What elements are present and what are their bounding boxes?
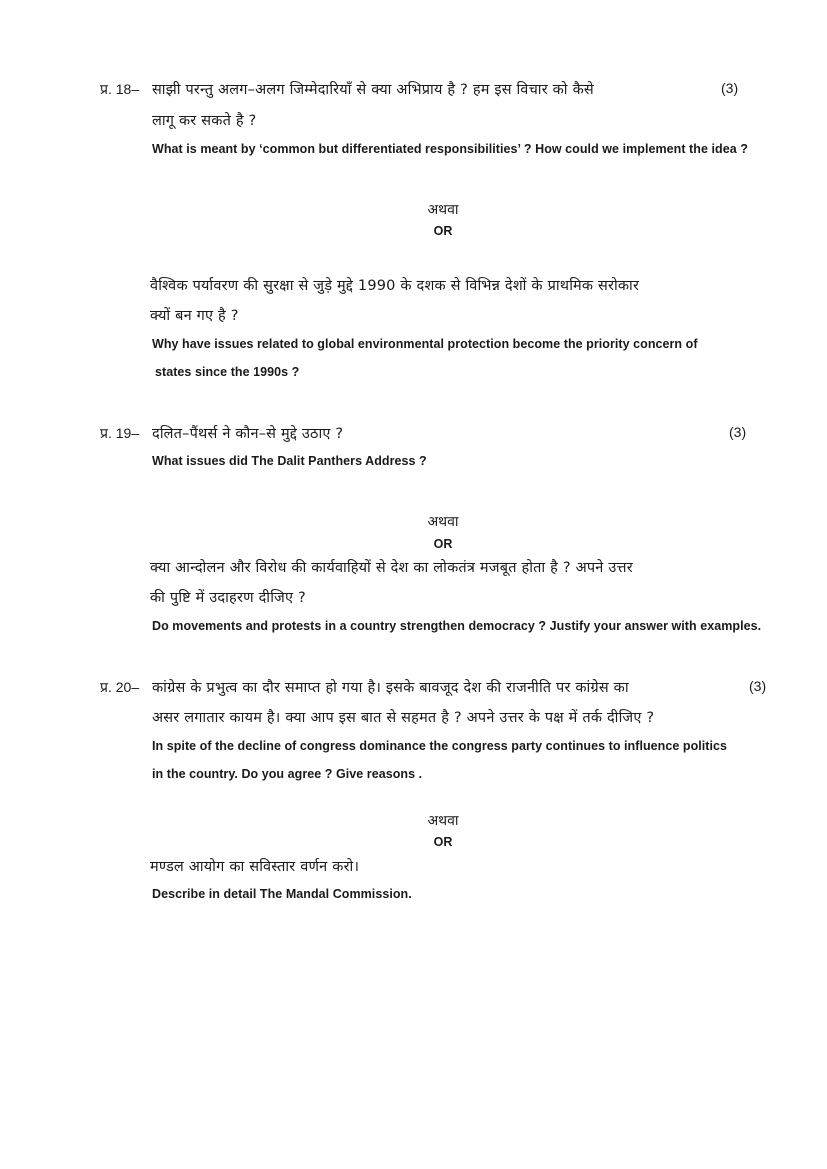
or-label-hindi: अथवा	[427, 514, 459, 530]
alternate-question-english: states since the 1990s ?	[155, 365, 300, 379]
question-text-hindi: लागू कर सकते है ?	[152, 113, 257, 129]
alternate-question-english: Describe in detail The Mandal Commission.	[152, 887, 412, 901]
question-text-hindi: असर लगातार कायम है। क्या आप इस बात से सहमत है ? अपने उत्तर के पक्ष में तर्क दीजिए ?	[152, 710, 655, 726]
alternate-question-hindi: क्या आन्दोलन और विरोध की कार्यवाहियों से देश का लोकतंत्र मजबूत होता है ? अपने उत्तर	[150, 560, 633, 576]
question-marks: (3)	[721, 80, 739, 96]
question-marks: (3)	[729, 424, 747, 440]
question-text-english: In spite of the decline of congress dominance the congress party continues to influence politics	[152, 739, 728, 753]
or-label-hindi: अथवा	[427, 202, 459, 218]
alternate-question-hindi: क्यों बन गए है ?	[150, 308, 239, 324]
question-text-english: in the country. Do you agree ? Give reasons .	[152, 767, 423, 781]
question-number: प्र. 19–	[100, 425, 140, 441]
question-text-english: What is meant by ‘common but differentiated responsibilities’ ? How could we implement the idea ?	[152, 142, 748, 156]
question-text-hindi: कांग्रेस के प्रभुत्व का दौर समाप्त हो गया है। इसके बावजूद देश की राजनीति पर कांग्रेस का	[152, 680, 629, 696]
question-marks: (3)	[749, 678, 767, 694]
question-text-hindi: दलित–पैंथर्स ने कौन–से मुद्दे उठाए ?	[152, 426, 344, 442]
or-label-hindi: अथवा	[427, 813, 459, 829]
question-text-hindi: साझी परन्तु अलग–अलग जिम्मेदारियाँ से क्या अभिप्राय है ? हम इस विचार को कैसे	[152, 82, 594, 98]
alternate-question-hindi: वैश्विक पर्यावरण की सुरक्षा से जुड़े मुद्दे 1990 के दशक से विभिन्न देशों के प्राथमिक सरोकार	[150, 278, 640, 294]
question-number: प्र. 18–	[100, 81, 140, 97]
alternate-question-hindi: मण्डल आयोग का सविस्तार वर्णन करो।	[150, 859, 360, 875]
question-number: प्र. 20–	[100, 679, 140, 695]
or-label-english: OR	[433, 537, 453, 551]
alternate-question-hindi: की पुष्टि में उदाहरण दीजिए ?	[150, 590, 306, 606]
alternate-question-english: Why have issues related to global environmental protection become the priority concern of	[152, 337, 698, 351]
question-text-english: What issues did The Dalit Panthers Address ?	[152, 454, 427, 468]
or-label-english: OR	[433, 835, 453, 849]
or-label-english: OR	[433, 224, 453, 238]
alternate-question-english: Do movements and protests in a country strengthen democracy ? Justify your answer with examples.	[152, 619, 762, 633]
